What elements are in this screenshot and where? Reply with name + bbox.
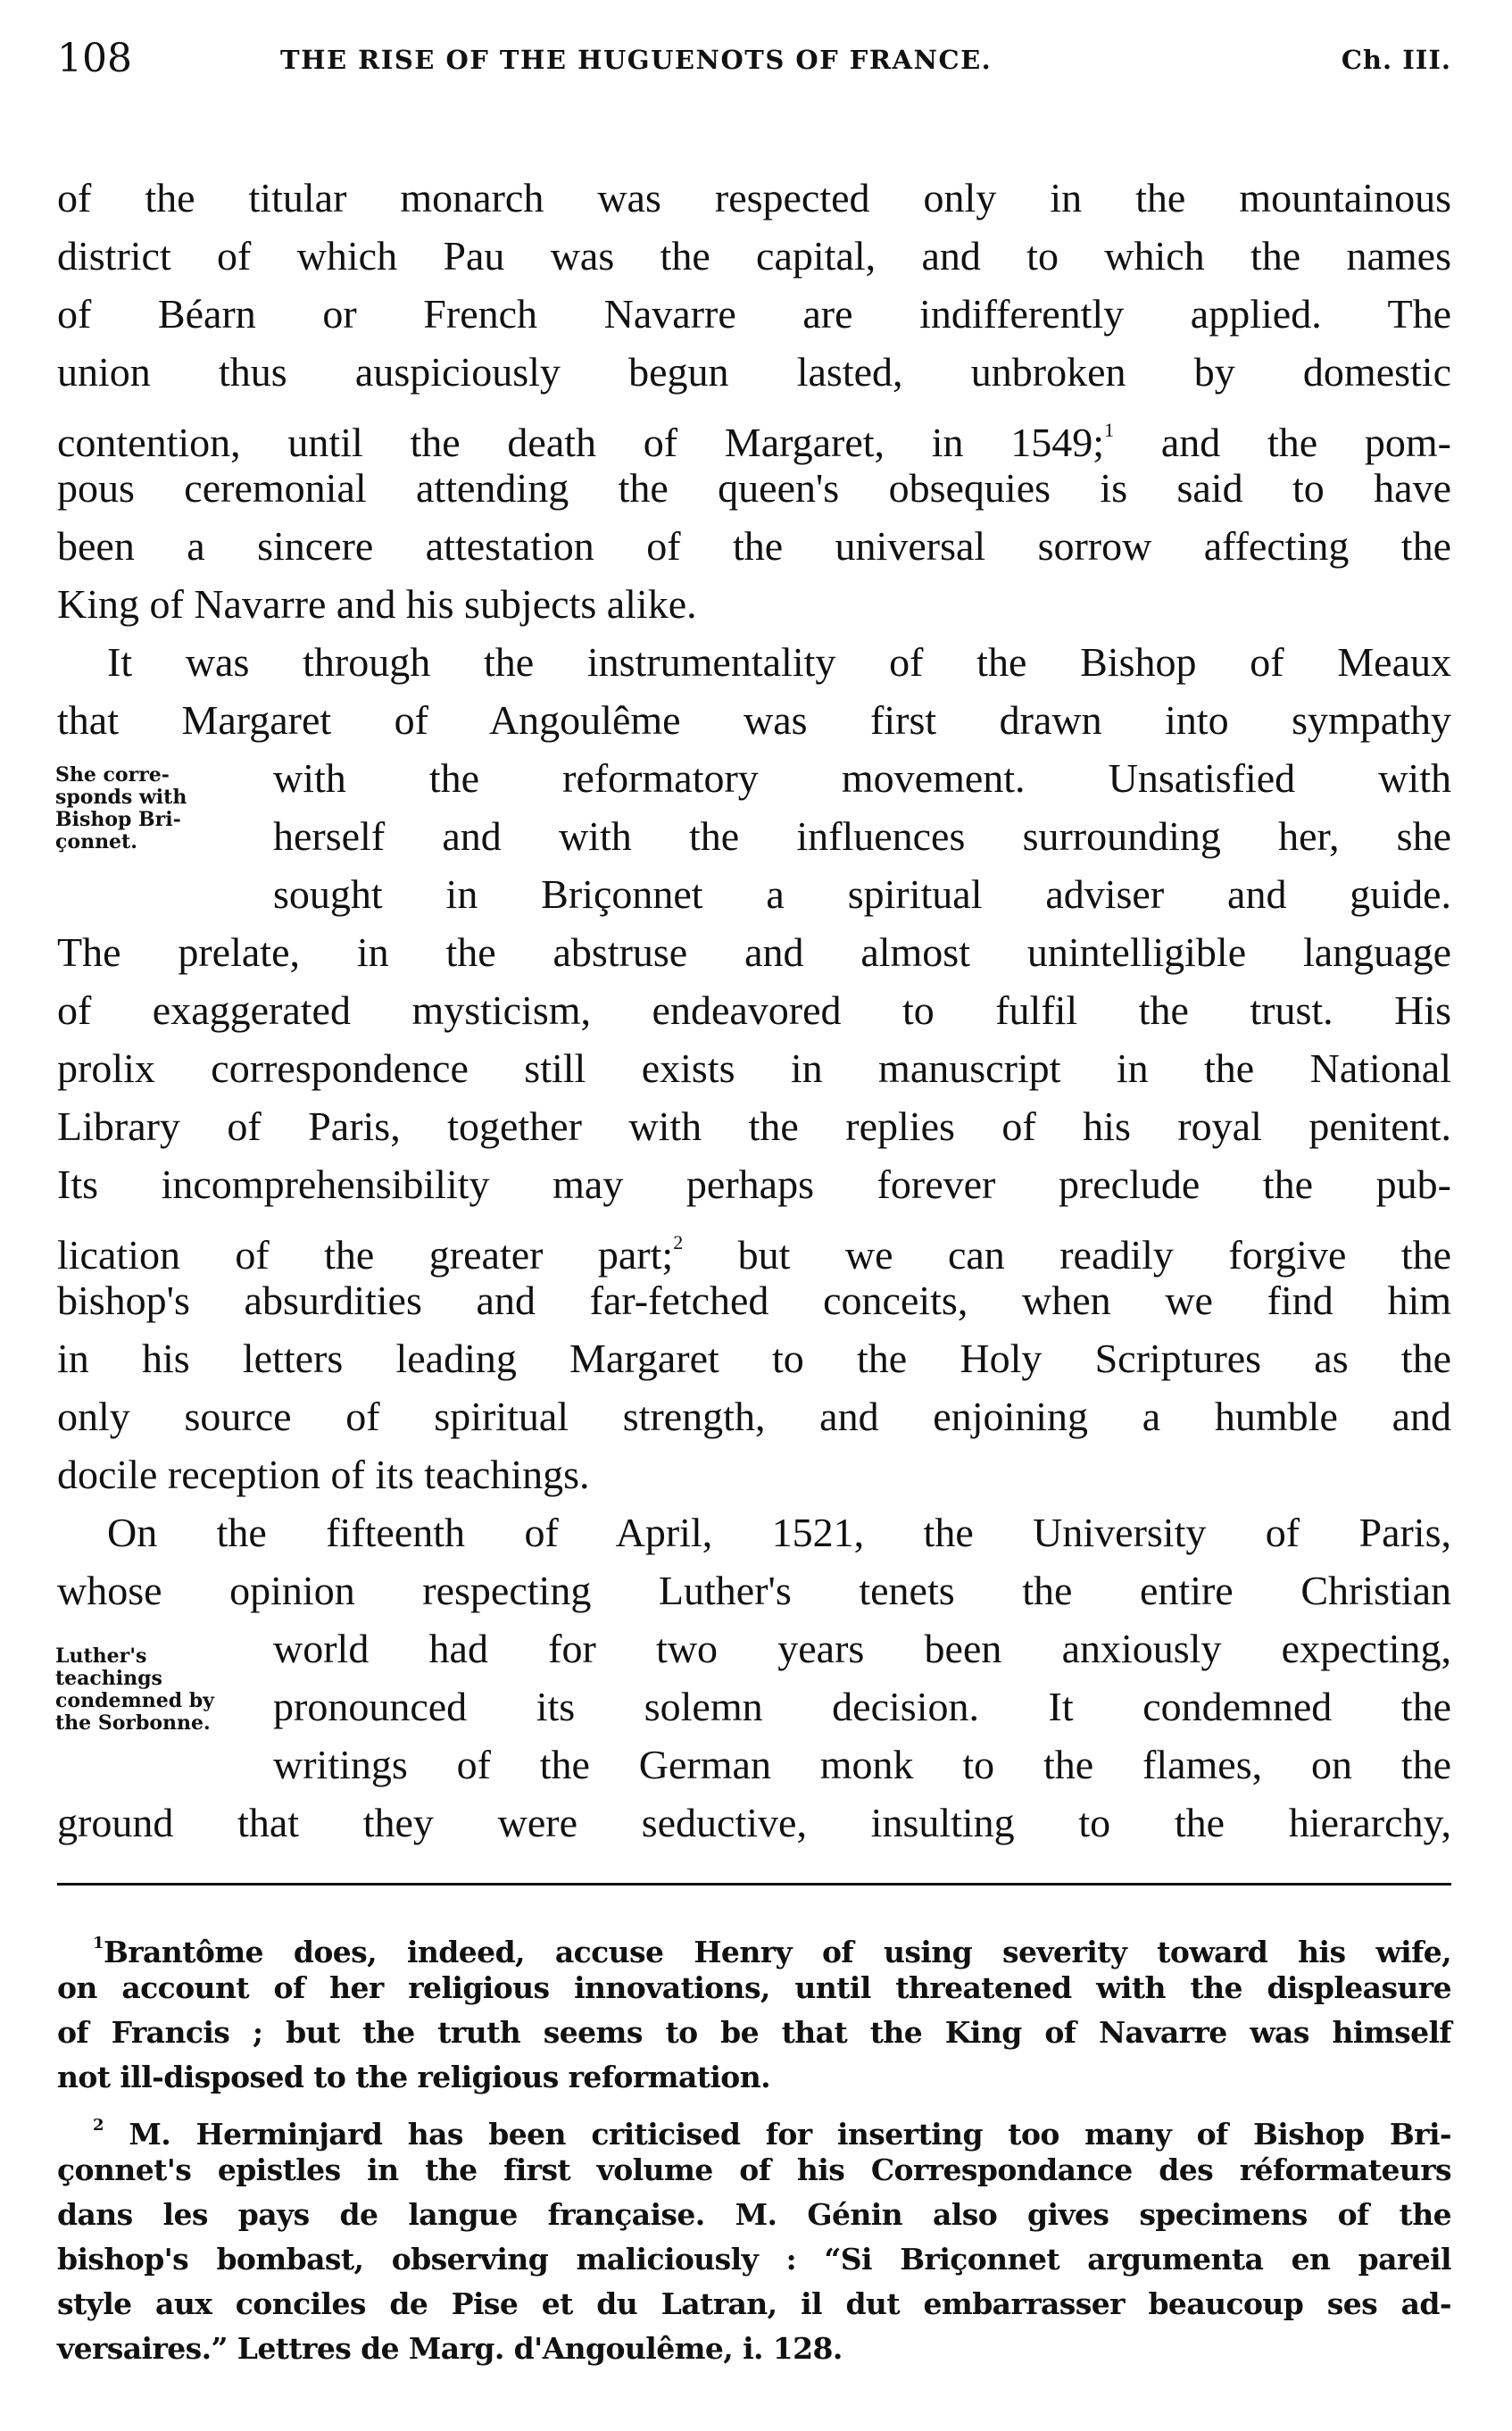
- text-line: The prelate, in the abstruse and almost unintelligible language: [57, 929, 1451, 975]
- footnote-marker: 1: [93, 1934, 104, 1952]
- text-line: of exaggerated mysticism, endeavored to fulfil the trust. His: [57, 987, 1451, 1033]
- text-line: union thus auspiciously begun lasted, unbroken by domestic: [57, 349, 1451, 395]
- text-line: only source of spiritual strength, and enjoining a humble and: [57, 1394, 1451, 1439]
- running-title: THE RISE OF THE HUGUENOTS OF FRANCE.: [280, 45, 993, 75]
- text-line: sought in Briçonnet a spiritual adviser and guide.: [273, 871, 1451, 917]
- text-line: It was through the instrumentality of the Bishop of Meaux: [107, 639, 1451, 685]
- text-line: Library of Paris, together with the replies of his royal penitent.: [57, 1103, 1451, 1149]
- page-number: 108: [57, 36, 132, 81]
- running-header: [57, 36, 1451, 89]
- margin-note-briconnet: She corre- sponds with Bishop Bri- çonnet.: [55, 763, 187, 853]
- footnote-ref[interactable]: 2: [673, 1231, 684, 1253]
- text-line: contention, until the death of Margaret, in 1549;$^1$ and the pom-: [57, 419, 1451, 465]
- footnote-marker: 2: [93, 2116, 104, 2135]
- text-line: of Béarn or French Navarre are indifferently applied. The: [57, 291, 1451, 337]
- text-line: ground that they were seductive, insulting to the hierarchy,: [57, 1800, 1451, 1845]
- text-line: that Margaret of Angoulême was first drawn into sympathy: [57, 697, 1451, 743]
- text-line: world had for two years been anxiously expecting,: [273, 1626, 1451, 1671]
- margin-note-sorbonne: Luther's teachings condemned by the Sorbonne.: [55, 1644, 214, 1735]
- text-line: bishop's absurdities and far-fetched conceits, when we find him: [57, 1278, 1451, 1323]
- chapter-label: Ch. III.: [1341, 45, 1451, 75]
- text-line: On the fifteenth of April, 1521, the University of Paris,: [107, 1510, 1451, 1555]
- text-line: pous ceremonial attending the queen's obsequies is said to have: [57, 465, 1451, 511]
- text-line: Its incomprehensibility may perhaps forever preclude the pub-: [57, 1161, 1451, 1207]
- text-line: in his letters leading Margaret to the Holy Scriptures as the: [57, 1336, 1451, 1381]
- text-line: been a sincere attestation of the universal sorrow affecting the: [57, 523, 1451, 569]
- text-line: lication of the greater part;$^2$ but we can readily forgive the: [57, 1231, 1452, 1278]
- footnote-divider: [57, 1883, 1451, 1886]
- text-line: pronounced its solemn decision. It condemned the: [273, 1684, 1451, 1729]
- text-line: with the reformatory movement. Unsatisfied with: [273, 755, 1451, 801]
- text-line: writings of the German monk to the flames, on the: [273, 1742, 1451, 1787]
- text-line: district of which Pau was the capital, and to which the names: [57, 233, 1451, 279]
- text-line: prolix correspondence still exists in manuscript in the National: [57, 1045, 1451, 1091]
- text-line: herself and with the influences surrounding her, she: [273, 813, 1451, 859]
- footnote-ref[interactable]: 1: [1104, 419, 1115, 441]
- text-line: whose opinion respecting Luther's tenets the entire Christian: [57, 1568, 1451, 1613]
- text-line: King of Navarre and his subjects alike.: [57, 581, 697, 627]
- text-line: docile reception of its teachings.: [57, 1452, 590, 1497]
- text-line: of the titular monarch was respected only in the mountainous: [57, 175, 1451, 221]
